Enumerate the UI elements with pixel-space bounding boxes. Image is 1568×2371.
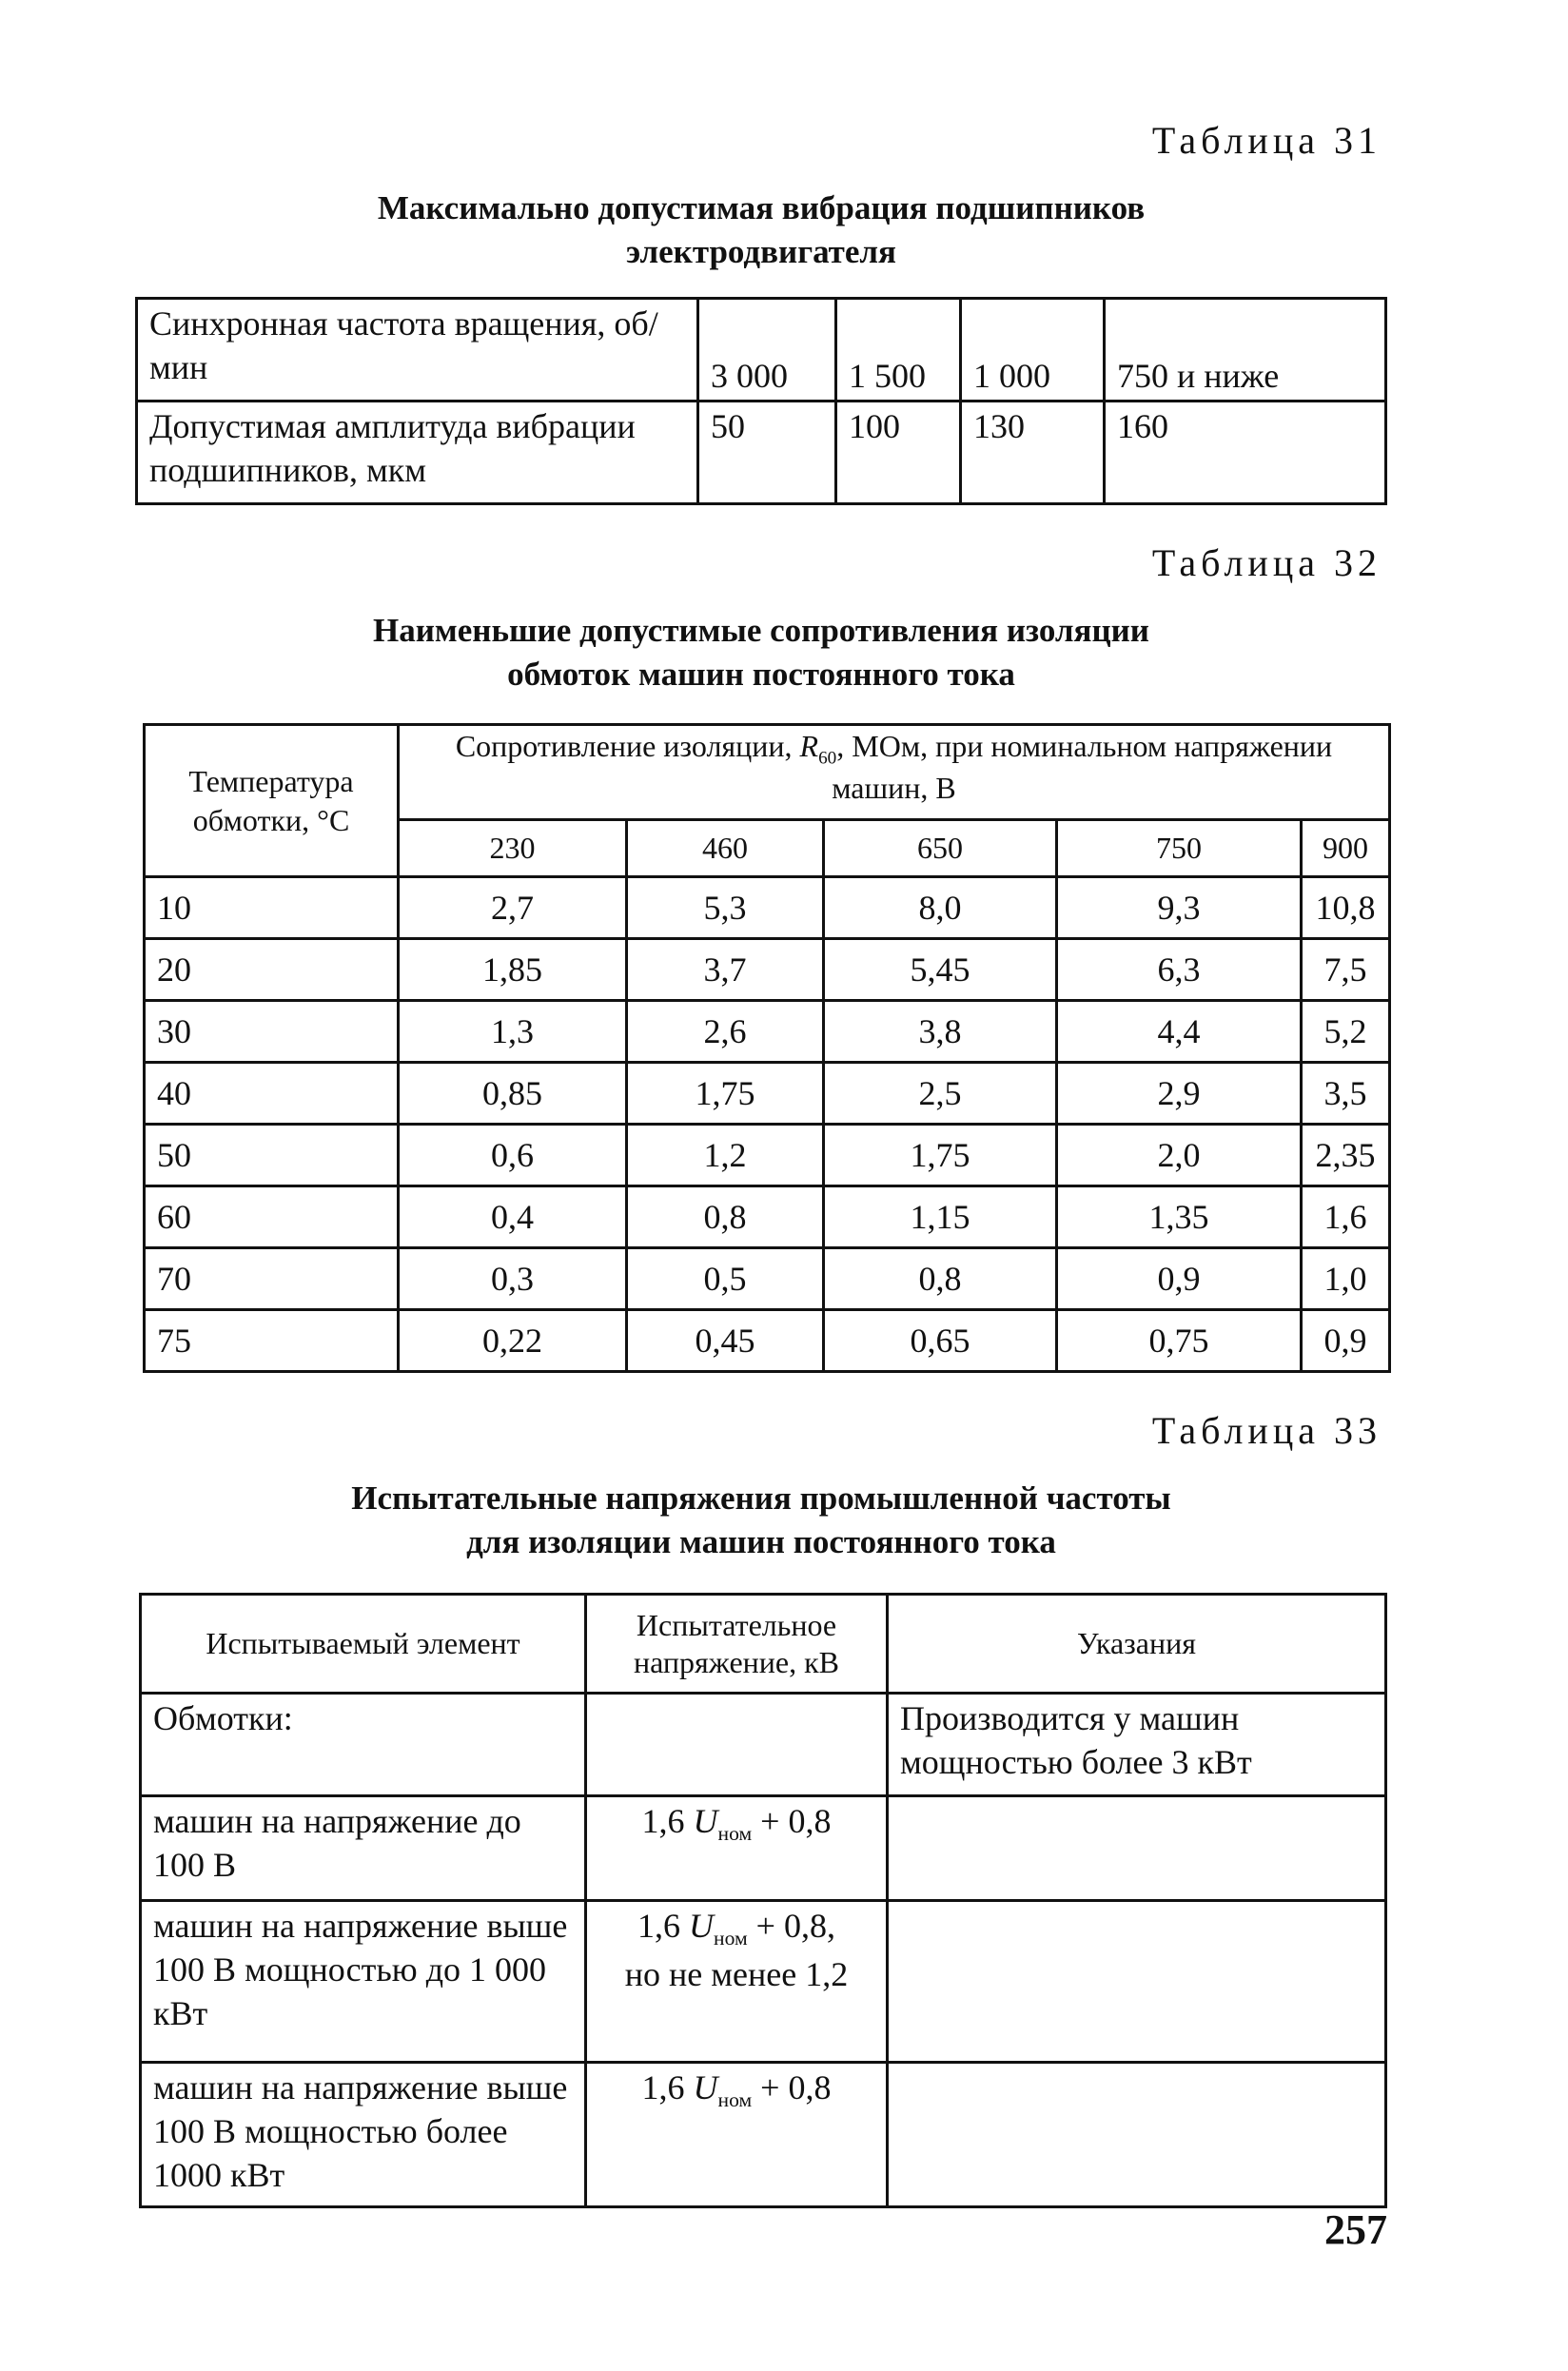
- table31-title-line1: Максимально допустимая вибрация подшипников: [377, 189, 1146, 226]
- r-subscript: 60: [818, 748, 837, 769]
- table32-temperature-cell: 50: [145, 1125, 399, 1186]
- table32-value-cell: 1,75: [824, 1125, 1057, 1186]
- table32-voltage-header: 460: [627, 820, 824, 877]
- table-row: [145, 1310, 1390, 1372]
- table32-value-cell: 0,65: [824, 1310, 1057, 1372]
- table32-value-cell: 0,4: [399, 1186, 627, 1248]
- table32-col-temperature: Температура обмотки, °С: [145, 725, 399, 877]
- table32-label: Таблица 32: [1151, 541, 1382, 584]
- table31: [135, 297, 1387, 505]
- table-row: [145, 1063, 1390, 1125]
- voltage-offset: + 0,8: [752, 1802, 832, 1840]
- table32: [143, 723, 1391, 1373]
- voltage-coefficient: 1,6: [641, 1802, 694, 1840]
- table32-value-cell: 1,0: [1302, 1248, 1390, 1310]
- table-row: [141, 2063, 1386, 2207]
- table32-value-cell: 5,2: [1302, 1001, 1390, 1063]
- table32-value-cell: 2,35: [1302, 1125, 1390, 1186]
- table32-title-line2: обмоток машин постоянного тока: [507, 656, 1015, 694]
- table32-value-cell: 0,85: [399, 1063, 627, 1125]
- voltage-min-note: но не менее 1,2: [624, 1954, 849, 1993]
- table33-cell-element: Обмотки:: [141, 1694, 586, 1796]
- table32-value-cell: 4,4: [1057, 1001, 1302, 1063]
- u-subscript: ном: [717, 2088, 753, 2112]
- table33-cell-notes: [888, 2063, 1386, 2207]
- table31-cell: 750 и ниже: [1105, 299, 1386, 402]
- table31-cell: 1 000: [961, 299, 1105, 402]
- table32-value-cell: 0,5: [627, 1248, 824, 1310]
- table33-cell-notes: Производится у машин мощностью более 3 кВт: [888, 1694, 1386, 1796]
- voltage-coefficient: 1,6: [637, 1907, 690, 1945]
- table31-cell: 130: [961, 402, 1105, 504]
- table32-col-resistance-pre: Сопротивление изоляции,: [455, 729, 800, 763]
- table32-value-cell: 0,9: [1302, 1310, 1390, 1372]
- table31-cell: 50: [698, 402, 836, 504]
- table-row: [141, 1796, 1386, 1901]
- table33-cell-notes: [888, 1796, 1386, 1901]
- u-subscript: ном: [717, 1822, 753, 1846]
- table-row: [145, 1186, 1390, 1248]
- table32-value-cell: 1,6: [1302, 1186, 1390, 1248]
- table32-temperature-cell: 60: [145, 1186, 399, 1248]
- table33-cell-voltage: [586, 1901, 888, 2063]
- voltage-coefficient: 1,6: [641, 2068, 694, 2106]
- table31-title: [133, 186, 1389, 274]
- table33-cell-voltage: [586, 1694, 888, 1796]
- table32-value-cell: 1,35: [1057, 1186, 1302, 1248]
- table-row: [145, 1248, 1390, 1310]
- table-row: [145, 1125, 1390, 1186]
- table32-value-cell: 0,8: [824, 1248, 1057, 1310]
- table32-col-resistance-post: , МОм, при номинальном напряжении машин, В: [832, 729, 1333, 805]
- table32-value-cell: 1,85: [399, 939, 627, 1001]
- voltage-offset: + 0,8: [752, 2068, 832, 2106]
- u-symbol: U: [693, 1802, 718, 1840]
- table31-cell: 3 000: [698, 299, 836, 402]
- table32-value-cell: 7,5: [1302, 939, 1390, 1001]
- table-row: [145, 1001, 1390, 1063]
- table32-value-cell: 8,0: [824, 877, 1057, 939]
- table33-cell-notes: [888, 1901, 1386, 2063]
- table32-value-cell: 0,45: [627, 1310, 824, 1372]
- table32-voltage-header: 900: [1302, 820, 1390, 877]
- table32-value-cell: 0,9: [1057, 1248, 1302, 1310]
- table33-title: [133, 1477, 1389, 1564]
- table31-cell: 100: [836, 402, 961, 504]
- table-row: [145, 939, 1390, 1001]
- table32-temperature-cell: 70: [145, 1248, 399, 1310]
- table32-value-cell: 5,3: [627, 877, 824, 939]
- voltage-offset: + 0,8,: [747, 1907, 835, 1945]
- table32-value-cell: 1,75: [627, 1063, 824, 1125]
- table32-value-cell: 2,6: [627, 1001, 824, 1063]
- table32-title-line1: Наименьшие допустимые сопротивления изоляции: [373, 612, 1149, 649]
- r-symbol: R: [799, 729, 819, 763]
- table32-value-cell: 6,3: [1057, 939, 1302, 1001]
- table31-row2-header: Допустимая амплитуда вибрации подшипников, мкм: [137, 402, 698, 504]
- table32-value-cell: 2,7: [399, 877, 627, 939]
- page-number: 257: [1324, 2206, 1387, 2253]
- u-symbol: U: [693, 2068, 718, 2106]
- table32-value-cell: 0,6: [399, 1125, 627, 1186]
- u-subscript: ном: [714, 1927, 748, 1950]
- table32-value-cell: 10,8: [1302, 877, 1390, 939]
- table31-row1-header: Синхронная частота вращения, об/мин: [137, 299, 698, 402]
- table31-row-amplitude: [137, 402, 1386, 504]
- table33-cell-voltage: [586, 2063, 888, 2207]
- table-row: [145, 877, 1390, 939]
- table33-cell-voltage: [586, 1796, 888, 1901]
- table33-col-notes: Указания: [888, 1595, 1386, 1694]
- table32-temperature-cell: 20: [145, 939, 399, 1001]
- table32-value-cell: 0,3: [399, 1248, 627, 1310]
- table33-cell-element: машин на напряжение выше 100 В мощностью более 1000 кВт: [141, 2063, 586, 2207]
- table32-value-cell: 1,3: [399, 1001, 627, 1063]
- table32-value-cell: 2,5: [824, 1063, 1057, 1125]
- table32-value-cell: 2,9: [1057, 1063, 1302, 1125]
- table33-header-row: [141, 1595, 1386, 1694]
- table32-value-cell: 1,15: [824, 1186, 1057, 1248]
- table32-value-cell: 3,8: [824, 1001, 1057, 1063]
- table33-col-voltage: Испытательное напряжение, кВ: [586, 1595, 888, 1694]
- table33: [139, 1593, 1387, 2208]
- table31-cell: 160: [1105, 402, 1386, 504]
- table32-temperature-cell: 30: [145, 1001, 399, 1063]
- table32-voltage-header: 650: [824, 820, 1057, 877]
- table32-voltage-header: 230: [399, 820, 627, 877]
- u-symbol: U: [689, 1907, 715, 1945]
- table32-value-cell: 1,2: [627, 1125, 824, 1186]
- table32-value-cell: 9,3: [1057, 877, 1302, 939]
- table31-title-line2: электродвигателя: [626, 233, 896, 271]
- table32-title: [133, 609, 1389, 696]
- table31-row-frequency: [137, 299, 1386, 402]
- table32-value-cell: 0,22: [399, 1310, 627, 1372]
- table31-label: Таблица 31: [1151, 119, 1382, 162]
- table33-col-element: Испытываемый элемент: [141, 1595, 586, 1694]
- table32-value-cell: 3,7: [627, 939, 824, 1001]
- table32-voltage-header: 750: [1057, 820, 1302, 877]
- table33-title-line2: для изоляции машин постоянного тока: [466, 1523, 1056, 1561]
- table33-cell-element: машин на напряжение до 100 В: [141, 1796, 586, 1901]
- table32-value-cell: 2,0: [1057, 1125, 1302, 1186]
- table31-cell: 1 500: [836, 299, 961, 402]
- table32-col-resistance: [399, 725, 1390, 820]
- table32-value-cell: 0,8: [627, 1186, 824, 1248]
- table33-cell-element: машин на напряжение выше 100 В мощностью до 1 000 кВт: [141, 1901, 586, 2063]
- table32-value-cell: 3,5: [1302, 1063, 1390, 1125]
- table33-label: Таблица 33: [1151, 1409, 1382, 1452]
- table32-value-cell: 5,45: [824, 939, 1057, 1001]
- table32-value-cell: 0,75: [1057, 1310, 1302, 1372]
- table32-header-row: [145, 725, 1390, 820]
- table-row: [141, 1901, 1386, 2063]
- table32-temperature-cell: 40: [145, 1063, 399, 1125]
- table32-temperature-cell: 75: [145, 1310, 399, 1372]
- table32-temperature-cell: 10: [145, 877, 399, 939]
- table33-title-line1: Испытательные напряжения промышленной частоты: [351, 1479, 1171, 1517]
- table33-row-windings: [141, 1694, 1386, 1796]
